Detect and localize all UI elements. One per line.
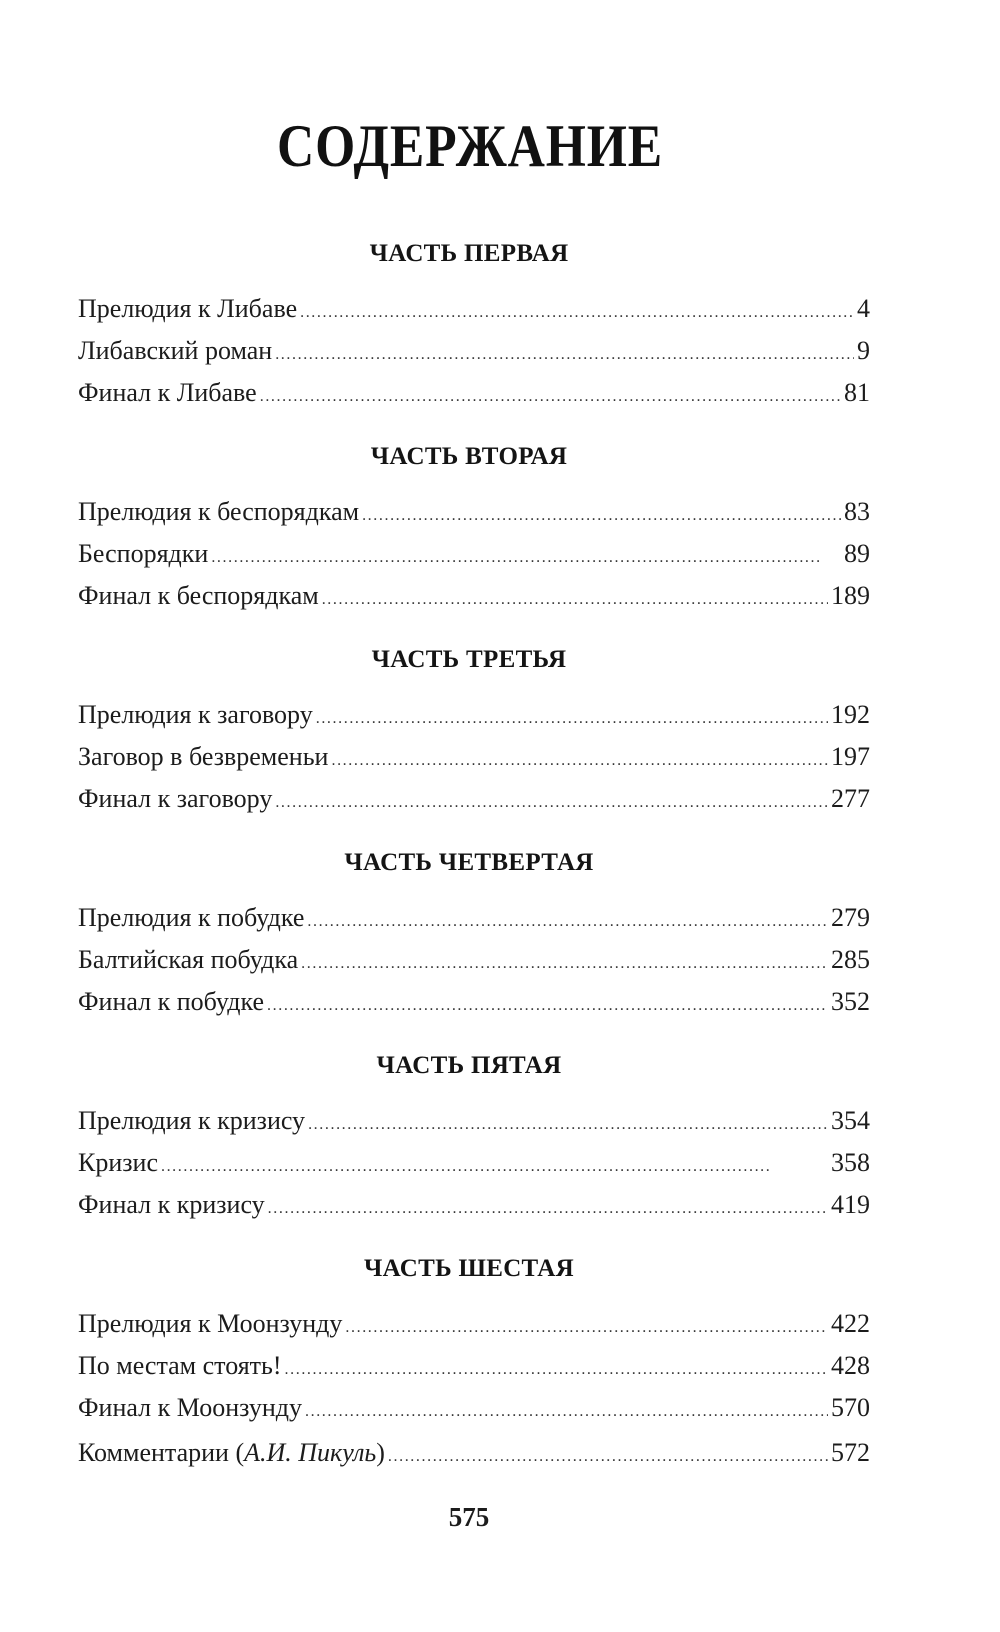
toc-entry-title: Кризис [78,1148,158,1177]
toc-entry-title: Прелюдия к беспорядкам [78,497,360,526]
part-heading: ЧАСТЬ ВТОРАЯ [370,443,568,470]
part-heading: ЧАСТЬ ПЯТАЯ [376,1052,562,1079]
toc-entry-page: 352 [831,987,870,1016]
toc-entry[interactable] [78,1106,870,1148]
toc-entry-title: Балтийская побудка [78,945,299,974]
comments-close: ) [376,1438,385,1467]
dot-leader [301,949,828,979]
part-heading: ЧАСТЬ ЧЕТВЕРТАЯ [344,849,594,876]
dot-leader [285,1355,828,1385]
toc-entry[interactable] [78,987,870,1029]
dot-leader [305,1397,828,1427]
toc-entry-title: Прелюдия к побудке [78,903,305,932]
toc-entry-title: Прелюдия к Моонзунду [78,1309,343,1338]
toc-entry-page: 81 [844,378,870,407]
toc-entry-page: 279 [831,903,870,932]
page-title: СОДЕРЖАНИЕ [276,113,663,179]
toc-entry[interactable] [78,1309,870,1351]
comments-title: Комментарии ( [78,1438,245,1467]
dot-leader [322,585,828,615]
dot-leader [316,704,828,734]
toc-entry[interactable] [78,1351,870,1393]
dot-leader [331,746,828,776]
dot-leader [267,991,828,1021]
dot-leader [300,298,854,328]
toc-entry-title: Прелюдия к Либаве [78,294,298,323]
dot-leader [308,1110,828,1140]
toc-entry[interactable] [78,539,870,581]
toc-entry-page: 89 [844,539,870,568]
toc-entry[interactable] [78,742,870,784]
toc-part [0,646,938,826]
part-heading: ЧАСТЬ ПЕРВАЯ [369,240,569,267]
toc-entry-page: 354 [831,1106,870,1135]
toc-entry-title: Прелюдия к заговору [78,700,313,729]
toc-entry-title: Прелюдия к кризису [78,1106,306,1135]
toc-entry-title: По местам стоять! [78,1351,282,1380]
toc-entry[interactable] [78,378,870,420]
toc-entry-page: 570 [831,1393,870,1422]
toc-entry[interactable] [78,336,870,378]
dot-leader [345,1313,828,1343]
toc-entry[interactable] [78,1393,870,1435]
dot-leader [260,382,841,412]
toc-entry[interactable] [78,294,870,336]
dot-leader [388,1442,828,1472]
toc-entry-title: Заговор в безвременьи [78,742,329,771]
toc-entry[interactable] [78,497,870,539]
toc-entry-page: 419 [831,1190,870,1219]
toc-entry-page: 422 [831,1309,870,1338]
toc-entry-title: Финал к Моонзунду [78,1393,302,1422]
toc-entry-title [78,1438,385,1468]
toc-entry-page: 285 [831,945,870,974]
toc-entry-comments[interactable] [78,1438,870,1480]
toc-part [0,240,938,420]
dot-leader [362,501,841,531]
toc-entry-title: Финал к заговору [78,784,273,813]
toc-entry-page: 83 [844,497,870,526]
toc-entry-page: 192 [831,700,870,729]
dot-leader [307,907,828,937]
toc-entry-page: 572 [831,1438,870,1467]
toc-entry-page: 197 [831,742,870,771]
dot-leader [275,340,854,370]
toc-entry[interactable] [78,1148,870,1190]
toc-part [0,1255,938,1435]
toc-entry[interactable] [78,1190,870,1232]
toc-entry[interactable] [78,581,870,623]
toc-entry-page: 9 [857,336,870,365]
dot-leader [161,1152,828,1182]
comments-author: А.И. Пикуль [244,1438,377,1467]
toc-entry-page: 428 [831,1351,870,1380]
toc-part [0,1052,938,1232]
toc-entry-title: Финал к Либаве [78,378,257,407]
toc-entry-page: 4 [857,294,870,323]
toc-comments [0,1438,938,1480]
toc-part [0,849,938,1029]
toc-entry-title: Финал к побудке [78,987,265,1016]
toc-entry[interactable] [78,903,870,945]
toc-entry-title: Финал к беспорядкам [78,581,319,610]
part-heading: ЧАСТЬ ШЕСТАЯ [364,1255,574,1282]
toc-entry[interactable] [78,784,870,826]
toc-entry-title: Либавский роман [78,336,273,365]
page-number: 575 [448,1502,490,1532]
toc-entry-title: Беспорядки [78,539,209,568]
dot-leader [211,543,841,573]
toc-entry-page: 189 [831,581,870,610]
toc-entry[interactable] [78,945,870,987]
toc-part [0,443,938,623]
toc-entry-title: Финал к кризису [78,1190,265,1219]
dot-leader [268,1194,828,1224]
toc-entry-page: 277 [831,784,870,813]
toc-entry[interactable] [78,700,870,742]
dot-leader [275,788,828,818]
part-heading: ЧАСТЬ ТРЕТЬЯ [371,646,567,673]
toc-entry-page: 358 [831,1148,870,1177]
